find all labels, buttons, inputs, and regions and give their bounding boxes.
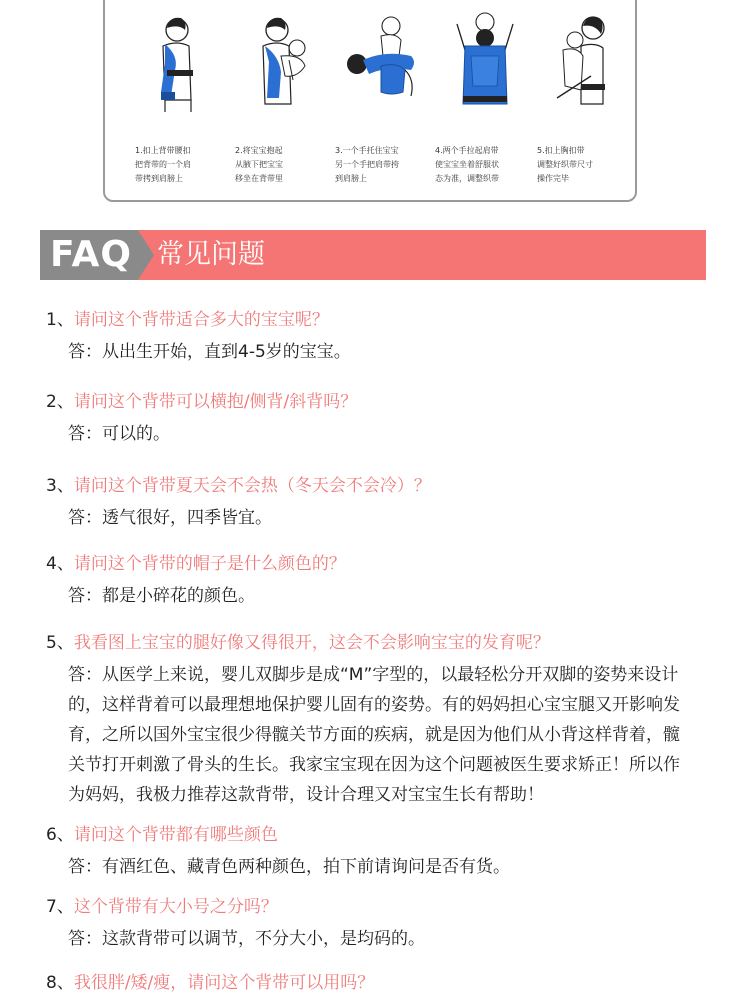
answer-text: 答：可以的。	[68, 424, 170, 444]
question-text: 请问这个背带都有哪些颜色	[73, 825, 278, 845]
question-number: 5、	[46, 633, 74, 653]
faq-tag: FAQ	[40, 230, 138, 280]
question-number: 2、	[46, 392, 74, 412]
step-3-caption: 3.一个手托住宝宝 另一个手把肩带挎 到肩膀上	[335, 146, 399, 183]
question	[46, 474, 706, 498]
faq-title: 常见问题	[157, 239, 265, 270]
step-5	[537, 0, 637, 183]
faq-item-6	[46, 823, 706, 882]
question	[46, 390, 706, 414]
faq-item-2	[46, 390, 706, 449]
step-3-illustration	[335, 0, 435, 120]
faq-tag-arrow	[138, 230, 154, 280]
faq-item-5	[46, 631, 706, 810]
question-text: 请问这个背带适合多大的宝宝呢？	[73, 310, 329, 330]
step-4-caption: 4.两个手拉起肩带 使宝宝坐着舒服状 态为准，调整织带	[435, 146, 499, 183]
step-1-caption: 1.扣上背带腰扣 把背带的一个肩 带拷到肩膀上	[135, 146, 191, 183]
answer-text: 答：有酒红色、藏青色两种颜色，拍下前请询问是否有货。	[68, 857, 510, 877]
step-2-illustration	[235, 0, 335, 120]
answer-text: 答：这款背带可以调节，不分大小，是均码的。	[68, 929, 425, 949]
question	[46, 823, 706, 847]
step-5-illustration	[537, 0, 637, 120]
question-number: 8、	[46, 973, 74, 993]
faq-item-8	[46, 971, 706, 995]
question-text: 请问这个背带夏天会不会热（冬天会不会冷）？	[73, 476, 431, 496]
question-number: 7、	[46, 897, 74, 917]
usage-steps-panel	[103, 0, 637, 202]
question-text: 我看图上宝宝的腿好像又得很开，这会不会影响宝宝的发育呢？	[73, 633, 550, 653]
step-5-caption: 5.扣上胸扣带 调整好织带尺寸 操作完毕	[537, 146, 593, 183]
faq-header	[40, 230, 706, 280]
faq-item-1	[46, 308, 706, 367]
step-4-illustration	[435, 0, 535, 120]
step-1	[135, 0, 235, 183]
question-number: 1、	[46, 310, 74, 330]
question-number: 3、	[46, 476, 74, 496]
step-2	[235, 0, 335, 183]
question	[46, 631, 706, 655]
step-4	[435, 0, 535, 183]
answer-text: 答：从医学上来说，婴儿双脚步是成“M”字型的，以最轻松分开双脚的姿势来设计的，这样背着可以最理想地保护婴儿固有的姿势。有的妈妈担心宝宝腿又开影响发育，之所以国外宝宝很少得髋关节方面的疾病，就是因为他们从小背这样背着，髋关节打开刺激了骨头的生长。我家宝宝现在因为这个问题被医生要求矫正！所以作为妈妈，我极力推荐这款背带，设计合理又对宝宝生长有帮助！	[68, 665, 680, 805]
answer-text: 答：从出生开始，直到4-5岁的宝宝。	[68, 342, 351, 362]
answer-text: 答：都是小碎花的颜色。	[68, 586, 255, 606]
question-text: 请问这个背带可以横抱/侧背/斜背吗？	[73, 392, 358, 412]
step-2-caption: 2.将宝宝抱起 从腋下把宝宝 移坐在背带里	[235, 146, 283, 183]
step-3	[335, 0, 435, 183]
question-number: 6、	[46, 825, 74, 845]
question	[46, 552, 706, 576]
faq-item-4	[46, 552, 706, 611]
step-1-illustration	[135, 0, 235, 120]
answer-text: 答：透气很好，四季皆宜。	[68, 508, 272, 528]
faq-item-3	[46, 474, 706, 533]
question-text: 我很胖/矮/瘦，请问这个背带可以用吗？	[73, 973, 375, 993]
question-number: 4、	[46, 554, 74, 574]
faq-item-7	[46, 895, 706, 954]
question-text: 请问这个背带的帽子是什么颜色的？	[73, 554, 346, 574]
question	[46, 308, 706, 332]
question	[46, 895, 706, 919]
question	[46, 971, 706, 995]
question-text: 这个背带有大小号之分吗？	[73, 897, 278, 917]
